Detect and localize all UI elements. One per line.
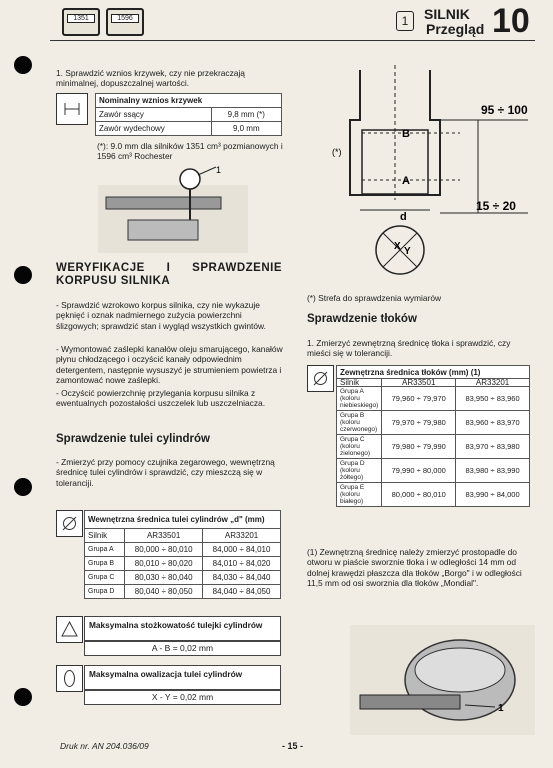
verification-heading: WERYFIKACJE I SPRAWDZENIE KORPUSU SILNIKA — [56, 262, 282, 287]
taper-title: Maksymalna stożkowatość tulejki cylindrów — [84, 616, 281, 641]
header-subtitle: Przegląd — [426, 21, 485, 37]
binder-hole — [14, 56, 32, 74]
table-row: Grupa D (koloru żółtego) 79,990 ÷ 80,000 83,980 ÷ 83,990 — [337, 459, 530, 483]
engine-badge-label: 1351 — [67, 14, 95, 23]
liners-heading: Sprawdzenie tulei cylindrów — [56, 433, 211, 445]
piston-table-title: Zewnętrzna średnica tłoków (mm) (1) — [337, 366, 530, 379]
valve-lift-table — [95, 93, 282, 136]
piston-figure-callout: 1 — [498, 703, 504, 714]
valve-lift-table-title: Nominalny wznios krzywek — [96, 94, 282, 108]
table-row: Grupa B (koloru czerwonego) 79,970 ÷ 79,980 83,960 ÷ 83,970 — [337, 411, 530, 435]
table-row: Grupa B 80,010 ÷ 80,020 84,010 ÷ 84,020 — [85, 557, 281, 571]
diameter-icon — [56, 510, 83, 537]
doc-number: Druk nr. AN 204.036/09 — [60, 741, 149, 751]
pistons-heading: Sprawdzenie tłoków — [307, 313, 417, 325]
diameter-icon — [307, 365, 334, 392]
ovality-value: X - Y = 0,02 mm — [84, 690, 281, 705]
engine-badge-label: 1596 — [111, 14, 139, 23]
table-header-row: Silnik AR33501 AR33201 — [85, 529, 281, 543]
dim-label-top: 95 ÷ 100 — [481, 103, 528, 117]
label-x: X — [394, 241, 401, 252]
valve-lift-note: (*): 9.0 mm dla silników 1351 cm³ pozmianowych i 1596 cm³ Rochester — [97, 141, 283, 162]
piston-note: (1) Zewnętrzną średnicę należy zmierzyć prostopadle do otworu w piaście sworznie tłoka i w odległości 14 mm od dolnej krawędzi płaszcza dla tłoków „Borgo" i w odległości 11,5 mm od osi sworznia dla tłoków „Mondial". — [307, 547, 522, 589]
engine-badge-1596 — [106, 8, 144, 36]
binder-hole — [14, 266, 32, 284]
table-row: Zawór wydechowy 9,0 mm — [96, 122, 282, 136]
label-a: A — [402, 175, 410, 187]
verification-paragraph-1: - Sprawdzić wzrokowo korpus silnika, czy nie wykazuje pęknięć i oznak nadmiernego zużycia powierzchni ślizgowych; sprawdzić stan i wygląd wszystkich gwintów. — [56, 300, 266, 331]
valve-lift-intro: 1. Sprawdzić wznios krzywek, czy nie przekraczają minimalnej, dopuszczalnej wartości. — [56, 68, 245, 89]
dial-gauge-camshaft-figure — [98, 165, 248, 253]
table-row: Grupa C 80,030 ÷ 80,040 84,030 ÷ 84,040 — [85, 571, 281, 585]
header-divider — [50, 40, 535, 41]
header-title: SILNIK — [424, 6, 470, 22]
page-number: - 15 - — [282, 741, 304, 751]
ovality-icon — [56, 665, 83, 692]
verification-paragraph-3: - Oczyścić powierzchnię przylegania korpusu silnika z ewentualnych pozostałości uszczelek lub uszczelniacza. — [56, 388, 266, 409]
table-row: Grupa C (koloru zielonego) 79,980 ÷ 79,990 83,970 ÷ 83,980 — [337, 435, 530, 459]
verification-paragraph-2: - Wymontować zaślepki kanałów oleju smarującego, kanałów płynu chłodzącego i oczyścić kanały odpowiednim detergentem, następnie wysuszyć je strumieniem powietrza i zamontować nowe zaślepki. — [56, 344, 283, 386]
cylinder-liner-diagram — [300, 50, 536, 285]
diagram-caption: (*) Strefa do sprawdzenia wymiarów — [307, 293, 442, 303]
measure-icon — [56, 93, 88, 125]
table-row: Grupa E (koloru białego) 80,000 ÷ 80,010 83,990 ÷ 84,000 — [337, 483, 530, 507]
label-y: Y — [404, 246, 411, 257]
piston-diameter-table — [336, 365, 530, 507]
taper-value: A - B = 0,02 mm — [84, 641, 281, 656]
liners-intro: - Zmierzyć przy pomocy czujnika zegarowego, wewnętrzną średnicę tulei cylindrów i sprawdzić, czy mieszczą się w toleranciji. — [56, 457, 275, 488]
figure-callout: 1 — [216, 165, 222, 175]
table-header-row: Silnik AR33501 AR33201 — [337, 379, 530, 387]
ovality-title: Maksymalna owalizacja tulei cylindrów — [84, 665, 281, 690]
label-star: (*) — [332, 147, 342, 157]
binder-hole — [14, 478, 32, 496]
dim-label-bottom: 15 ÷ 20 — [476, 199, 516, 213]
piston-measurement-figure — [350, 625, 535, 735]
liner-diameter-table — [84, 510, 281, 599]
table-row: Zawór ssący 9,8 mm (*) — [96, 108, 282, 122]
table-row: Grupa D 80,040 ÷ 80,050 84,040 ÷ 84,050 — [85, 585, 281, 599]
binder-hole — [14, 688, 32, 706]
pistons-intro: 1. Zmierzyć zewnętrzną średnicę tłoka i sprawdzić, czy mieści się w toleranciji. — [307, 338, 511, 359]
liner-table-title: Wewnętrzna średnica tulei cylindrów „d" (mm) — [85, 511, 281, 529]
label-d: d — [400, 211, 407, 223]
table-row: Grupa A (koloru niebieskiego) 79,960 ÷ 79,970 83,950 ÷ 83,960 — [337, 387, 530, 411]
section-number: 1 — [396, 11, 414, 31]
chapter-number: 10 — [492, 2, 530, 40]
table-row: Grupa A 80,000 ÷ 80,010 84,000 ÷ 84,010 — [85, 543, 281, 557]
label-b: B — [402, 128, 410, 140]
taper-icon — [56, 616, 83, 643]
engine-badge-1351 — [62, 8, 100, 36]
